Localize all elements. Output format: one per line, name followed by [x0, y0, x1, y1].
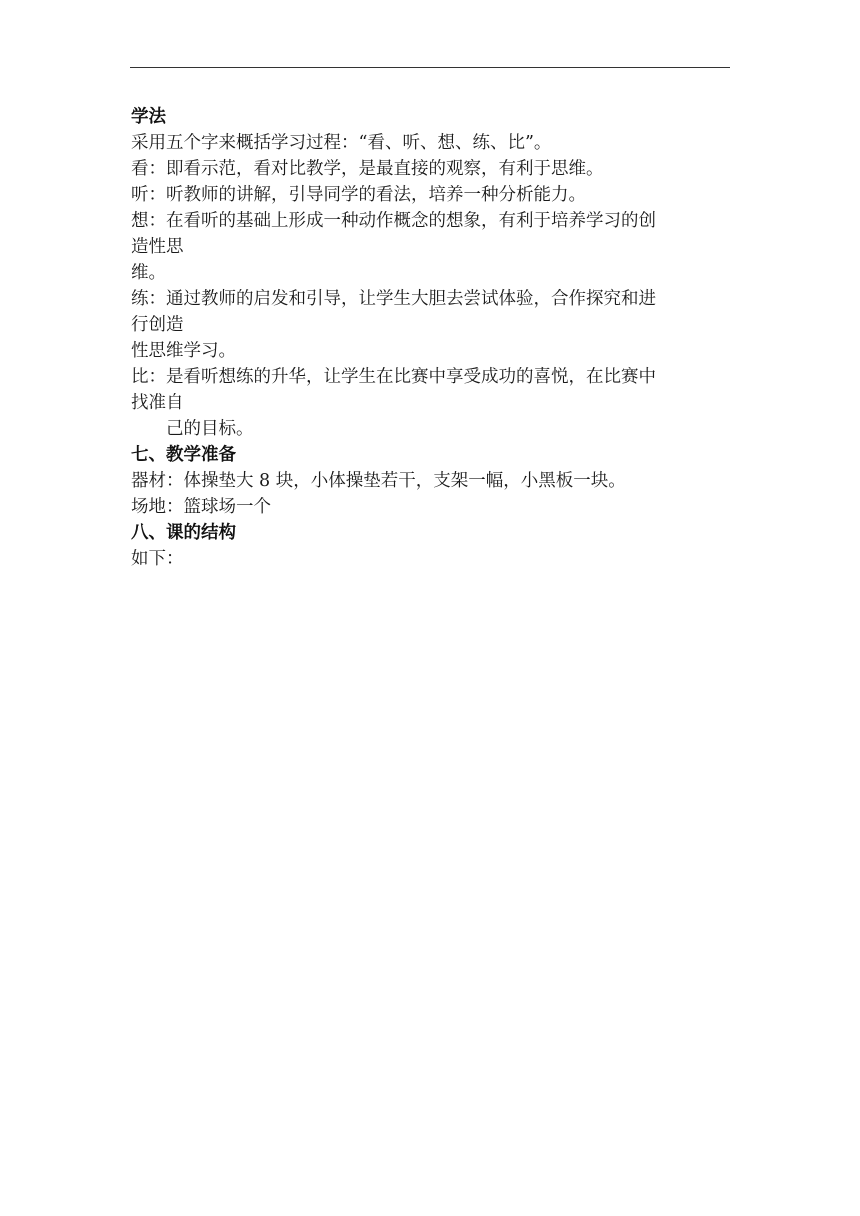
paragraph-line: 采用五个字来概括学习过程：“看、听、想、练、比”。 — [131, 133, 552, 153]
paragraph-line: 器材：体操垫大 8 块，小体操垫若干，支架一幅，小黑板一块。 — [131, 471, 626, 491]
paragraph-line: 场地：篮球场一个 — [131, 497, 271, 517]
paragraph-line: 性思维学习。 — [131, 341, 236, 361]
paragraph-line: 行创造 — [131, 315, 184, 335]
section-heading-xuefa: 学法 — [131, 107, 166, 127]
section-heading-teaching-preparation: 七、教学准备 — [131, 445, 236, 465]
paragraph-line: 想：在看听的基础上形成一种动作概念的想象，有利于培养学习的创 — [131, 211, 656, 231]
section-heading-lesson-structure: 八、课的结构 — [131, 523, 236, 543]
paragraph-line: 维。 — [131, 263, 166, 283]
paragraph-line: 练：通过教师的启发和引导，让学生大胆去尝试体验，合作探究和进 — [131, 289, 656, 309]
paragraph-line: 造性思 — [131, 237, 184, 257]
paragraph-line: 如下： — [131, 549, 184, 569]
paragraph-line: 看：即看示范，看对比教学，是最直接的观察，有利于思维。 — [131, 159, 604, 179]
document-body — [131, 104, 731, 572]
paragraph-line-indented: 己的目标。 — [166, 419, 254, 439]
paragraph-line: 比：是看听想练的升华，让学生在比赛中享受成功的喜悦，在比赛中 — [131, 367, 656, 387]
header-rule — [130, 67, 730, 68]
paragraph-line: 听：听教师的讲解，引导同学的看法，培养一种分析能力。 — [131, 185, 586, 205]
paragraph-line: 找准自 — [131, 393, 184, 413]
